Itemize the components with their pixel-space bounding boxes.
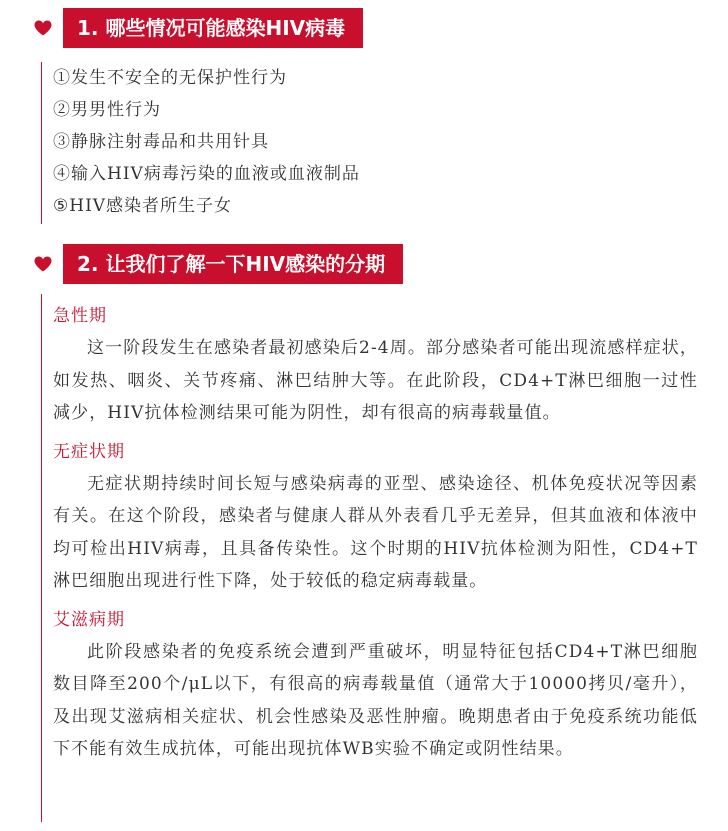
hiv-stages — [41, 294, 713, 822]
section-2-title: 2. 让我们了解一下HIV感染的分期 — [63, 244, 403, 284]
list-item: ⑤HIV感染者所生子女 — [53, 196, 233, 216]
list-item: ③静脉注射毒品和共用针具 — [53, 132, 269, 152]
stage-body-asymptomatic: 无症状期持续时间长短与感染病毒的亚型、感染途径、机体免疫状况等因素有关。在这个阶段，感染者与健康人群从外表看几乎无差异，但其血液和体液中均可检出HIV病毒，且具备传染性。这个时期的HIV抗体检测为阳性，CD4+T淋巴细胞出现进行性下降，处于较低的稳定病毒载量。 — [53, 473, 698, 591]
heart-icon — [34, 20, 52, 36]
stage-title-aids: 艾滋病期 — [53, 609, 125, 630]
stage-title-asymptomatic: 无症状期 — [53, 441, 125, 462]
section-1-title: 1. 哪些情况可能感染HIV病毒 — [63, 8, 363, 48]
list-item: ②男男性行为 — [53, 100, 161, 120]
stage-title-acute: 急性期 — [53, 306, 107, 326]
section-2-header — [0, 244, 728, 284]
list-item: ④输入HIV病毒污染的血液或血液制品 — [53, 164, 360, 184]
stage-body-aids: 此阶段感染者的免疫系统会遭到严重破坏，明显特征包括CD4+T淋巴细胞数目降至200个/μL以下，有很高的病毒载量值（通常大于10000拷贝/毫升），及出现艾滋病相关症状、机会性感染及恶性肿瘤。晚期患者由于免疫系统功能低下不能有效生成抗体，可能出现抗体WB实验不确定或阴性结果。 — [53, 641, 698, 759]
heart-icon — [34, 256, 52, 272]
stage-body-acute: 这一阶段发生在感染者最初感染后2-4周。部分感染者可能出现流感样症状，如发热、咽炎、关节疼痛、淋巴结肿大等。在此阶段，CD4+T淋巴细胞一过性减少，HIV抗体检测结果可能为阴性，却有很高的病毒载量值。 — [53, 338, 698, 423]
section-1-header — [0, 8, 728, 48]
infection-routes-list — [41, 62, 360, 224]
list-item: ①发生不安全的无保护性行为 — [53, 68, 287, 88]
